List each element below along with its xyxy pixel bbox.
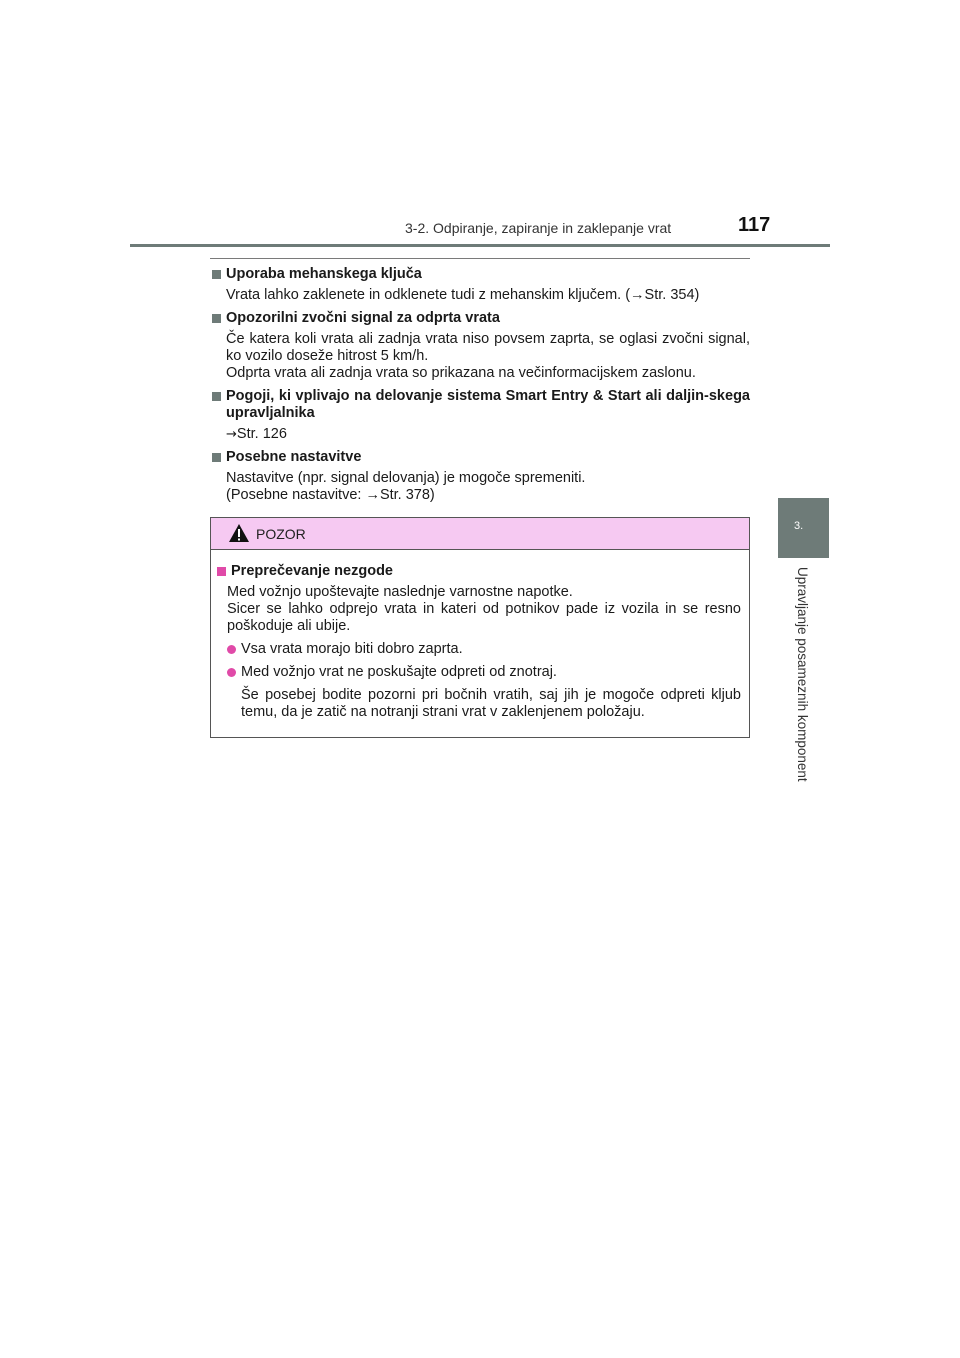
- content: [210, 266, 750, 510]
- section-body: [210, 470, 750, 504]
- body-line: Odprta vrata ali zadnja vrata so prikazana na večinformacijskem zaslonu.: [226, 365, 696, 381]
- page-number: 117: [738, 214, 771, 236]
- arrow-right-icon: →: [226, 427, 237, 442]
- section-door-warning-buzzer: [210, 310, 750, 382]
- round-bullet-icon: [227, 645, 236, 654]
- section-divider: [210, 258, 750, 259]
- caution-title: POZOR: [256, 526, 306, 542]
- round-bullet-icon: [227, 668, 236, 677]
- caution-bullet: [215, 641, 741, 658]
- section-heading: [210, 388, 750, 422]
- section-heading: [210, 310, 750, 327]
- caution-text: [215, 584, 741, 635]
- section-body: [210, 331, 750, 382]
- caution-body: [211, 550, 749, 721]
- caution-bullet-subtext: Še posebej bodite pozorni pri bočnih vratih, saj jih je mogoče odpreti kljub temu, da je zatič na notranji strani vrat v zaklenjenem položaju.: [241, 687, 741, 720]
- square-bullet-icon: [212, 392, 221, 401]
- chapter-tab: [778, 498, 829, 558]
- body-line: Vrata lahko zaklenete in odklenete tudi z mehanskim ključem. (→Str. 354): [226, 287, 700, 303]
- body-line: (Posebne nastavitve: →Str. 378): [226, 487, 435, 503]
- section-custom-settings: [210, 449, 750, 504]
- caution-bullet: [215, 664, 741, 681]
- section-heading-text: Uporaba mehanskega ključa: [226, 266, 422, 282]
- caution-header: [211, 518, 749, 550]
- caution-heading-text: Preprečevanje nezgode: [231, 563, 393, 579]
- section-heading-text: Opozorilni zvočni signal za odprta vrata: [226, 310, 500, 326]
- page-reference[interactable]: [210, 426, 750, 443]
- section-heading-text: Pogoji, ki vplivajo na delovanje sistema Smart Entry & Start ali daljin-skega upravljalnika: [226, 388, 750, 421]
- square-bullet-icon: [217, 567, 226, 576]
- caution-bullet-text: Vsa vrata morajo biti dobro zaprta.: [241, 641, 463, 657]
- caution-line: Med vožnjo upoštevajte naslednje varnostne napotke.: [227, 584, 573, 600]
- caution-line: Sicer se lahko odprejo vrata in kateri od potnikov pade iz vozila in se resno poškoduje ali ubije.: [227, 601, 741, 634]
- header-rule: [130, 244, 830, 247]
- square-bullet-icon: [212, 453, 221, 462]
- chapter-tab-number: 3.: [794, 520, 804, 532]
- square-bullet-icon: [212, 270, 221, 279]
- square-bullet-icon: [212, 314, 221, 323]
- body-line: Če katera koli vrata ali zadnja vrata niso povsem zaprta, se oglasi zvočni signal, ko vozilo doseže hitrost 5 km/h.: [226, 331, 750, 364]
- section-heading-text: Posebne nastavitve: [226, 449, 362, 465]
- warning-triangle-icon: [228, 523, 250, 543]
- section-body: [210, 287, 750, 304]
- page-reference-text: Str. 126: [236, 426, 287, 442]
- section-mechanical-key: [210, 266, 750, 304]
- body-line: Nastavitve (npr. signal delovanja) je mogoče spremeniti.: [226, 470, 586, 486]
- section-heading: [210, 449, 750, 466]
- section-heading: [210, 266, 750, 283]
- caution-bullet-text: Med vožnjo vrat ne poskušajte odpreti od znotraj.: [241, 664, 557, 680]
- chapter-side-label: Upravljanje posameznih komponent: [795, 567, 810, 782]
- header-title: 3-2. Odpiranje, zapiranje in zaklepanje vrat: [405, 220, 672, 236]
- caution-box: [210, 517, 750, 738]
- caution-heading: [215, 563, 741, 580]
- section-smart-entry-conditions: [210, 388, 750, 443]
